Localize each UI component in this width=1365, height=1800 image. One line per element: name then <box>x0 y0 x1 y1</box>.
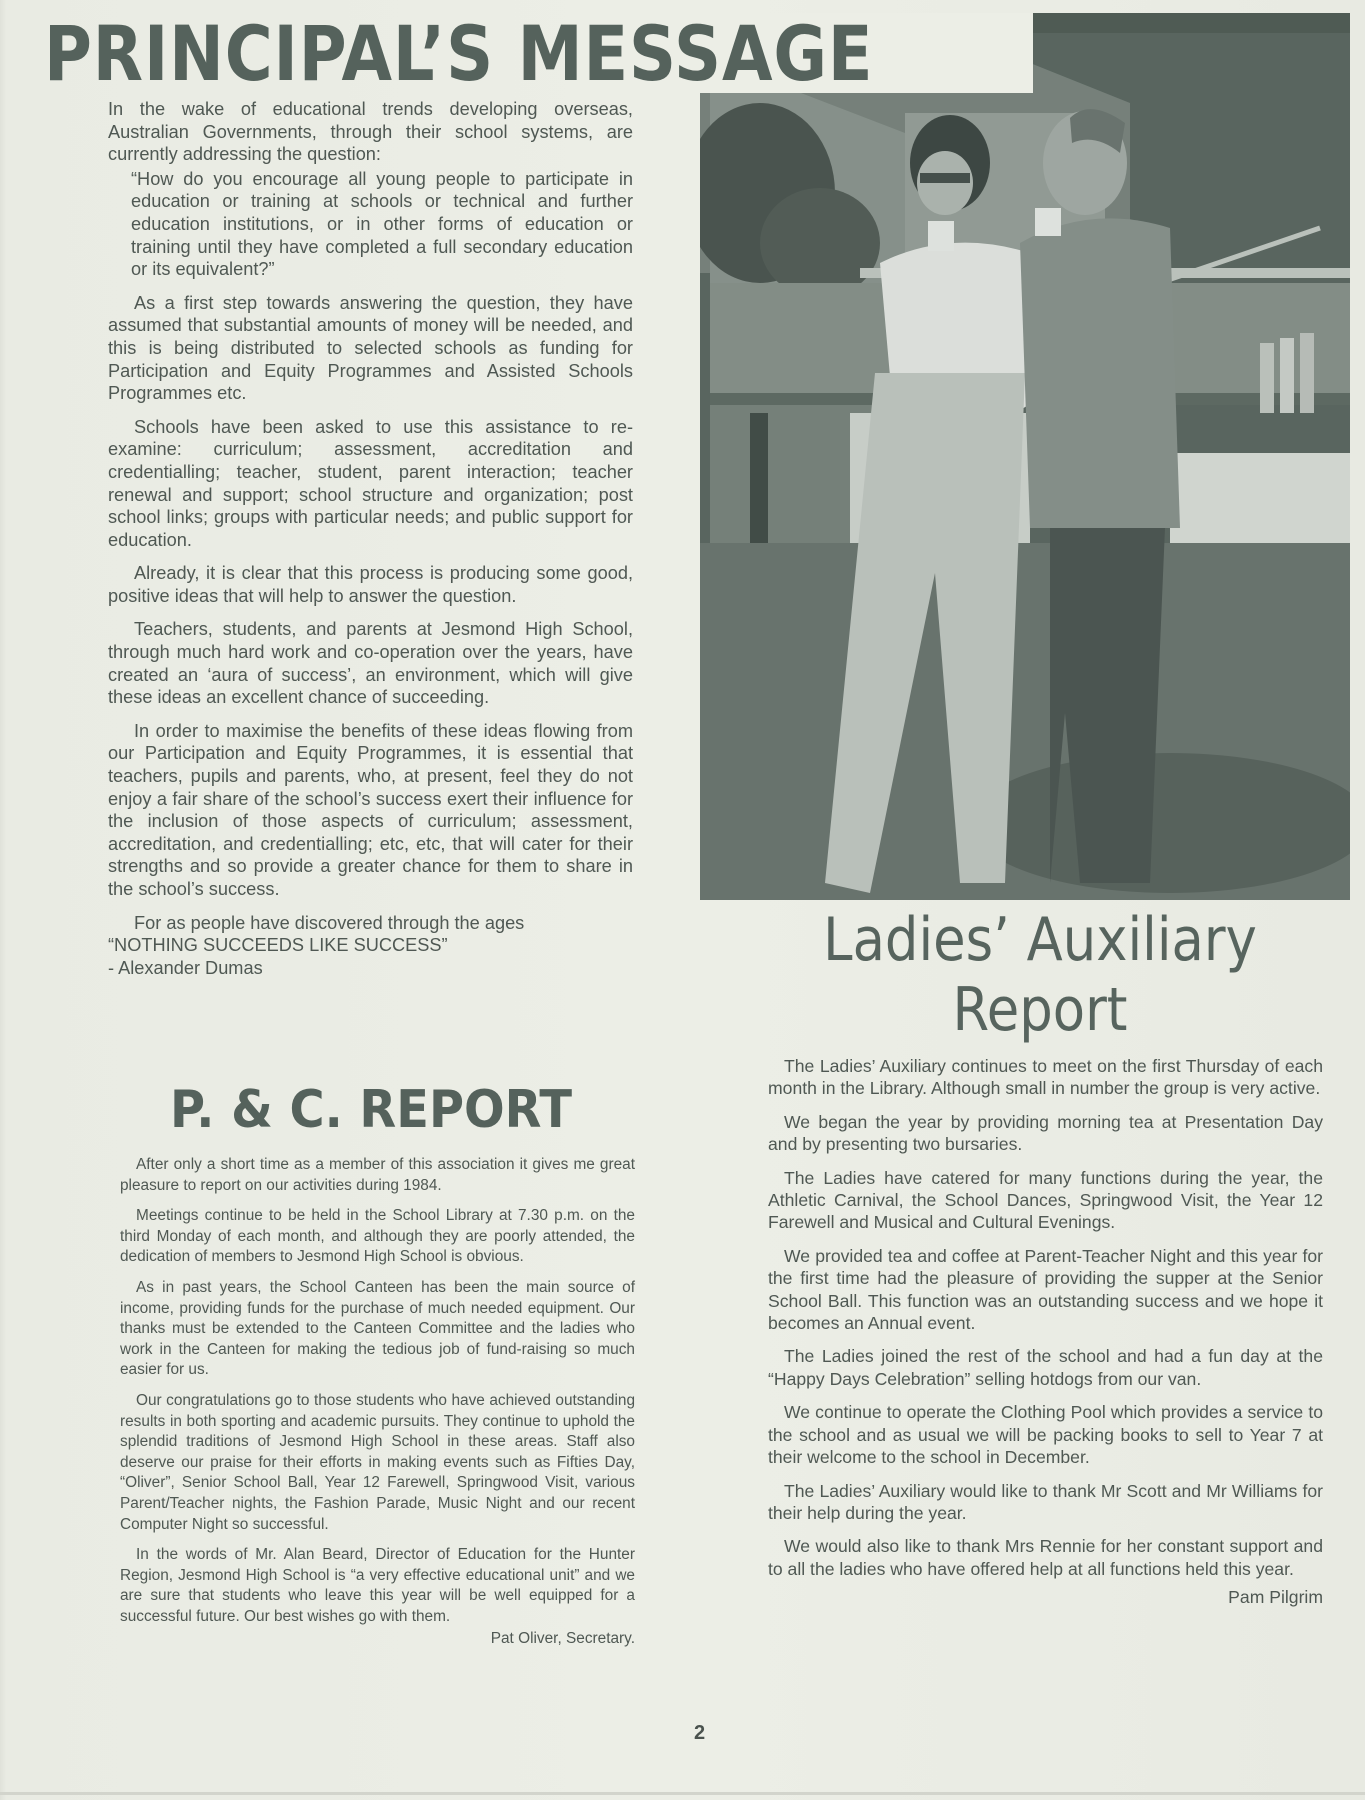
principal-paragraph-5: Teachers, students, and parents at Jesmond High School, through much hard work and co-operation over the years, have created an ‘aura of success’, an environment, which will give these ideas an excellent chance of succeeding. <box>108 619 633 708</box>
principal-paragraph-6: In order to maximise the benefits of these ideas flowing from our Participation and Equity Programmes, it is essential that teachers, pupils and parents, who, at present, feel they do not enjoy a fair share of the school’s success exert their influence for the inclusion of those aspects of curriculum; assessment, accreditation, and credentialling; etc, etc, that will cater for their strengths and so provide a greater chance for them to share in the school’s success. <box>108 720 633 899</box>
ladies-title-line-2: Report <box>952 975 1128 1045</box>
principal-paragraph-4: Already, it is clear that this process is producing some good, positive ideas that will help to answer the question. <box>108 563 633 606</box>
pc-paragraph-3: As in past years, the School Canteen has been the main source of income, providing funds for the purchase of much needed equipment. Our thanks must be extended to the Canteen Committee and the ladies who work in the Canteen for making the tedious job of fund-raising so much easier for us. <box>120 1278 635 1379</box>
principal-quote-author: - Alexander Dumas <box>108 957 263 978</box>
ladies-paragraph-7: The Ladies’ Auxiliary would like to thank Mr Scott and Mr Williams for their help during the year. <box>768 1480 1323 1523</box>
pc-paragraph-4: Our congratulations go to those students who have achieved outstanding results in both sporting and academic pursuits. They continue to uphold the splendid traditions of Jesmond High School in these areas. Staff also deserve our praise for their efforts in making events such as Fifties Day, “Oliver”, Senior School Ball, Year 12 Farewell, Springwood Visit, various Parent/Teacher nights, the Fashion Parade, Music Night and our recent Computer Night so successful. <box>120 1391 635 1533</box>
pc-paragraph-1: After only a short time as a member of this association it gives me great pleasure to report on our activities during 1984. <box>120 1156 635 1194</box>
ladies-auxiliary-article <box>768 1055 1323 1609</box>
ladies-paragraph-3: The Ladies have catered for many functions during the year, the Athletic Carnival, the School Dances, Springwood Visit, the Year 12 Farewell and Musical and Cultural Evenings. <box>768 1167 1323 1233</box>
principals-message-article <box>108 98 633 979</box>
pc-report-article <box>120 1155 635 1650</box>
principal-paragraph-3: Schools have been asked to use this assistance to re-examine: curriculum; assessment, accreditation and credentialling; teacher, student, parent interaction; teacher renewal and support; school structure and organization; post school links; groups with particular needs; and public support for education. <box>108 416 633 550</box>
ladies-title-line-1: Ladies’ Auxiliary <box>823 905 1257 975</box>
ladies-paragraph-4: We provided tea and coffee at Parent-Teacher Night and this year for the first time had the pleasure of providing the supper at the Senior School Ball. This function was an outstanding success and we hope it becomes an Annual event. <box>768 1245 1323 1334</box>
pc-report-title: P. & C. REPORT <box>170 1080 572 1140</box>
pc-paragraph-2: Meetings continue to be held in the School Library at 7.30 p.m. on the third Monday of each month, and although they are poorly attended, the dedication of members to Jesmond High School is obvious. <box>120 1207 635 1266</box>
principal-quoted-question: “How do you encourage all young people to participate in education or training at schools or technical and further education institutions, or in other forms of education or training until they have completed a full secondary education or its equivalent?” <box>131 168 633 280</box>
ladies-paragraph-8: We would also like to thank Mrs Rennie for her constant support and to all the ladies who have offered help at all functions held this year. <box>768 1536 1323 1579</box>
ladies-auxiliary-title <box>776 905 1304 1045</box>
pc-paragraph-5: In the words of Mr. Alan Beard, Director of Education for the Hunter Region, Jesmond High School is “a very effective educational unit” and we are sure that students who leave this year will be well equipped for a successful future. Our best wishes go with them. <box>120 1546 635 1625</box>
page-bottom-edge <box>0 1792 1365 1795</box>
ladies-auxiliary-signature: Pam Pilgrim <box>1228 1587 1323 1608</box>
photo-illustration <box>700 13 1350 900</box>
ladies-paragraph-2: We began the year by providing morning tea at Presentation Day and by presenting two bursaries. <box>768 1111 1323 1155</box>
ladies-paragraph-1: The Ladies’ Auxiliary continues to meet on the first Thursday of each month in the Library. Although small in number the group is very active. <box>768 1056 1323 1099</box>
ladies-paragraph-5: The Ladies joined the rest of the school and had a fun day at the “Happy Days Celebration” selling hotdogs from our van. <box>768 1346 1323 1389</box>
page-number: 2 <box>694 1722 706 1744</box>
principal-paragraph-2: As a first step towards answering the question, they have assumed that substantial amounts of money will be needed, and this is being distributed to selected schools as funding for Participation and Equity Programmes and Assisted Schools Programmes etc. <box>108 292 633 404</box>
photo-couple-at-grandstand <box>700 13 1350 900</box>
principal-closing-quote: “NOTHING SUCCEEDS LIKE SUCCESS” <box>108 935 448 956</box>
pc-report-signature: Pat Oliver, Secretary. <box>490 1630 635 1648</box>
principal-paragraph-7: For as people have discovered through the ages <box>134 912 525 933</box>
principals-message-title: PRINCIPAL’S MESSAGE <box>44 9 874 98</box>
principal-paragraph-1: In the wake of educational trends developing overseas, Australian Governments, through their school systems, are currently addressing the question: <box>108 99 633 165</box>
ladies-paragraph-6: We continue to operate the Clothing Pool which provides a service to the school and as usual we will be packing books to sell to Year 7 at their welcome to the school in December. <box>768 1402 1323 1468</box>
